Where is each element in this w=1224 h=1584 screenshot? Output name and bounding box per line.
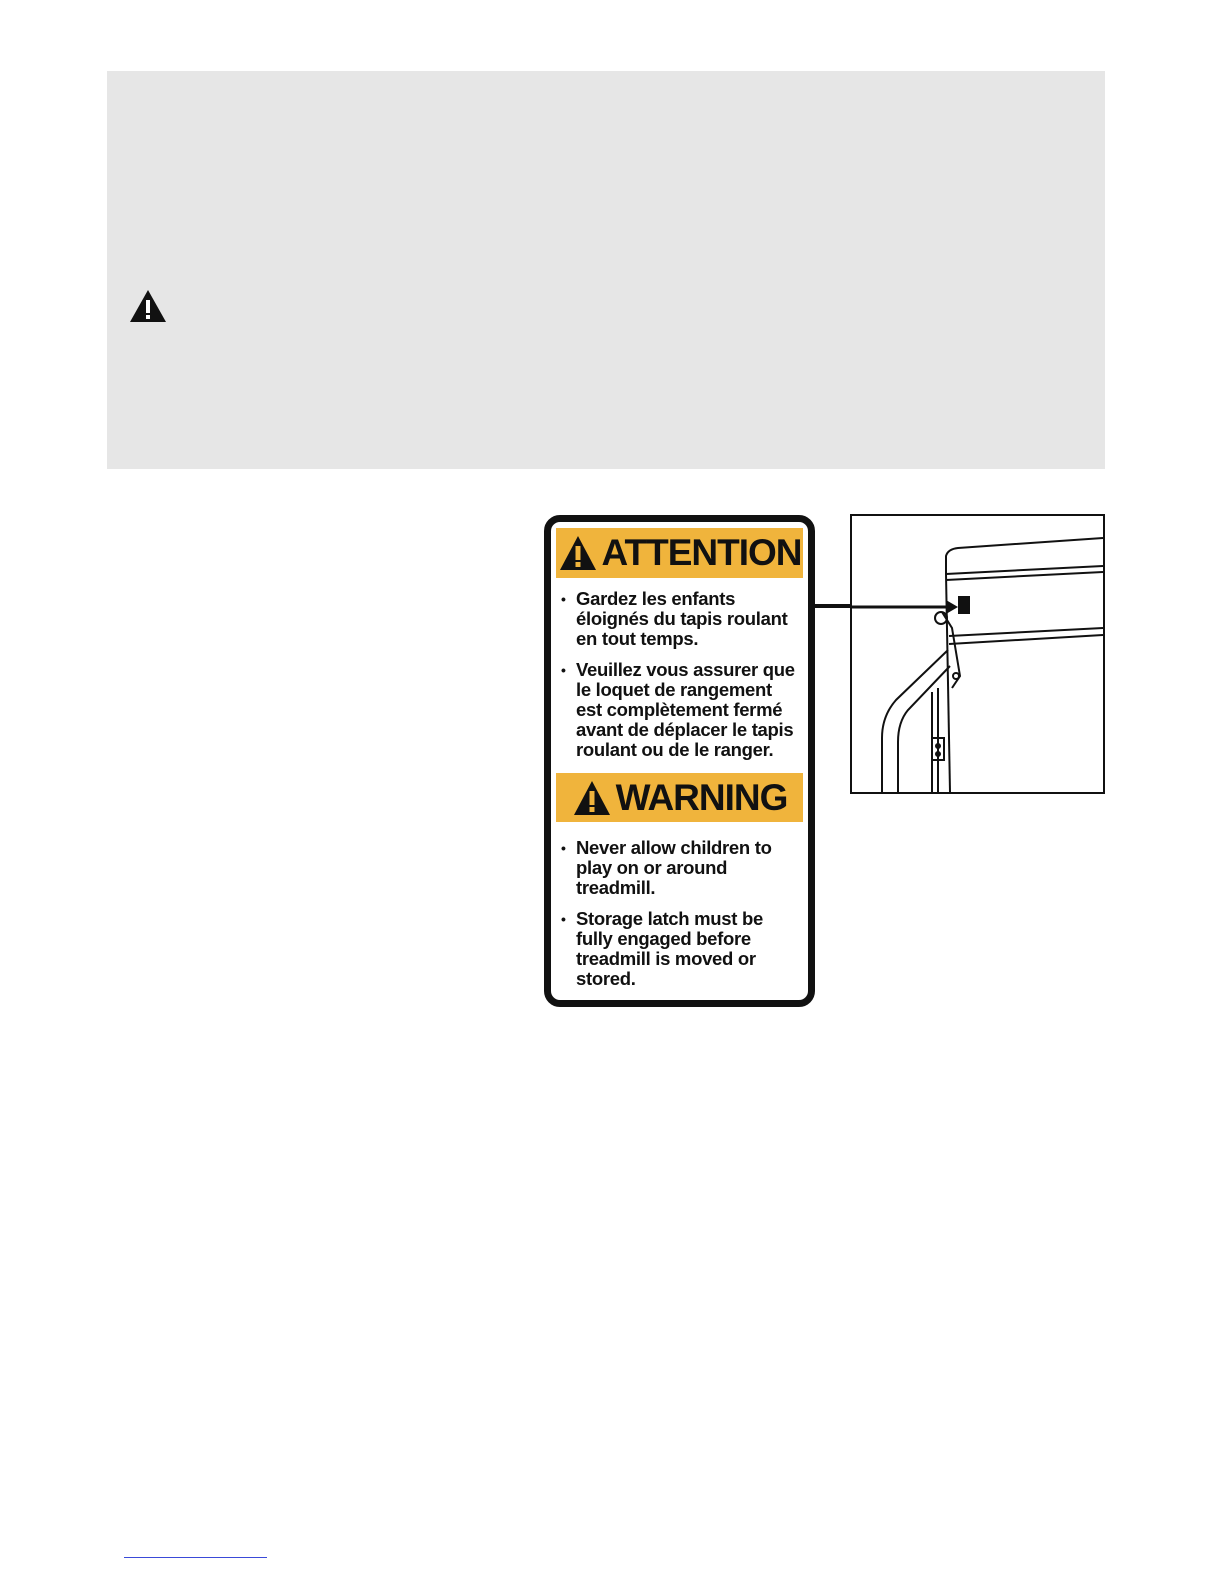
warning-item: • Never allow children to play on or around treadmill. bbox=[560, 838, 802, 898]
treadmill-detail-illustration bbox=[850, 514, 1105, 794]
warning-title: WARNING bbox=[615, 776, 788, 818]
attention-list bbox=[560, 589, 802, 771]
safety-notice-box bbox=[107, 71, 1105, 469]
attention-item: • Gardez les enfants éloignés du tapis roulant en tout temps. bbox=[560, 589, 802, 649]
warning-triangle-icon bbox=[558, 534, 598, 572]
attention-banner bbox=[556, 528, 803, 578]
treadmill-drawing bbox=[852, 516, 1103, 792]
attention-item: • Veuillez vous assurer que le loquet de rangement est complètement fermé avant de déplacer le tapis roulant ou de le ranger. bbox=[560, 660, 802, 760]
warning-label bbox=[544, 515, 815, 1007]
warning-triangle-icon bbox=[129, 289, 167, 323]
warning-triangle-icon bbox=[572, 779, 612, 817]
footer-rule bbox=[124, 1557, 267, 1558]
warning-item: • Storage latch must be fully engaged before treadmill is moved or stored. bbox=[560, 909, 802, 989]
attention-title: ATTENTION bbox=[601, 532, 802, 573]
warning-banner bbox=[556, 773, 803, 822]
warning-list bbox=[560, 838, 802, 1000]
